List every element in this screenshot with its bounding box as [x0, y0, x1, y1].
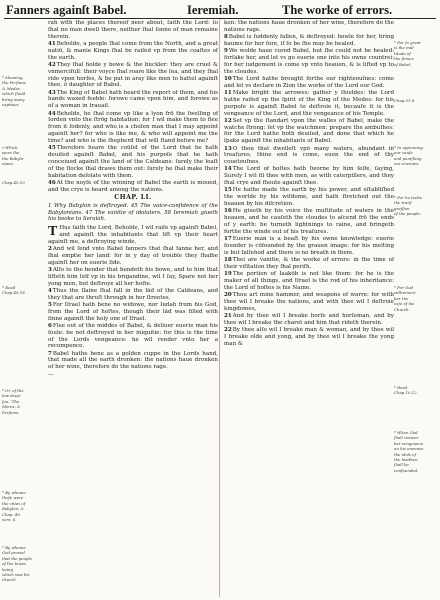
verse: [48, 180, 218, 194]
verse: [48, 267, 218, 288]
verse: [48, 41, 218, 62]
verse-number: 8: [224, 34, 228, 41]
verse-number: 44: [48, 110, 56, 117]
verse-text: rah with the places thereof neer about, ſaith the Lord: ſo ſhal no man dwell there, neither ſhal ſonne of man remaine therein.: [48, 20, 218, 40]
verse-text: Hus ſaith the Lord, Beholde, I wil raiſe vp againſt Babel, and againſt the inhabitants that lift vp their heart againſt me, a deſtroying winde,: [48, 225, 218, 245]
left-column: [48, 20, 218, 598]
verse: [224, 327, 394, 348]
verse-number: 14: [224, 166, 232, 173]
running-header: [4, 3, 436, 17]
verse-text: Make bright the arrowes: gather y ſhieldes: the Lord hathe raiſed vp the ſpirit of the King of the Medes: for his purpoſe is againſt Babel to deſtroie it, becauſe it is the vengeance of the Lord, and the vengeance of his Temple.: [224, 90, 394, 117]
margin-note: * In approuing our cauſe and puniſhing our enemies.: [394, 145, 423, 167]
verse: [224, 187, 394, 208]
margin-note: * For ſo great is the mul- titude of the ſinnes of Babel.: [394, 40, 421, 67]
verse-text: The King of Babel hath heard the report of them, and his hands waxed feeble: ſorowe came vpon him, and ſorowe as of a woman in trauail.: [48, 89, 218, 110]
left-margin-notes: [2, 20, 46, 598]
verse-text: Therefore heare the coūſel of the Lord that he hath deuiſed againſt Babel, and his purpoſe that he hath conceiued againſt the land of the Caldeans: ſurely the leaſt of the flocke ſhal drawe them out: ſurely he ſhal make their habitation deſolate with them.: [48, 145, 218, 179]
verse-number: 20: [224, 291, 232, 298]
verse-number: 5: [48, 301, 52, 308]
verse: [48, 323, 218, 350]
verse-text: Alſo to the bender that bendeth his bowe, and to him that lifteth him ſelf vp in his brigandine, wil I ſay, Spare not her yong men, but deſtroye all her hoſte.: [48, 266, 218, 287]
verse-number: 16: [224, 208, 232, 215]
verse: [48, 90, 218, 111]
verse-number: 2: [48, 245, 52, 252]
verse-text: By thee alſo wil I breake man & woman, and by thee wil I breake olde and yong, and by thee wil I breake the yong man &: [224, 326, 394, 347]
verse: [48, 372, 218, 379]
verse-number: 15: [224, 187, 232, 194]
verse-text: O thou that dwelleſt vpō many waters, abundant in treaſures, thine end is come, euen the end of thy couetouſnes.: [224, 145, 394, 166]
verse-text: Euerie man is a beaſt by his owne knowledge: euerie founder is cōfounded by the grauen image: for his melting is but falſehod and there is no breath in them.: [224, 236, 394, 256]
verse-number: 45: [48, 145, 56, 152]
margin-note: * By whome God proved that the people of the Iewes being which was his church.: [2, 545, 32, 583]
margin-note: * For he tooke the tranſ- greſſion of the people.: [394, 195, 423, 217]
margin-note: * Meaning, the Perſians & Medes which ſhuld bring many captiues: [2, 75, 26, 108]
verse: [224, 48, 394, 75]
margin-note: * When God ſhall remem- ber vengeance on his enemies the idols of the heathen ſhall be confounded.: [394, 430, 424, 473]
verse-text: They ſhal holde y bowe & the buckler: they are cruel & vnmercifull: their voyce ſhal roare like the ſea, and they ſhal ride vpon horſes, & be put in aray like men to battel againſt thee, ô daughter of Babel.: [48, 61, 218, 89]
verse-text: Babel hathe bene as a golden cuppe in the Lords hand, that made all the earth dronken: the nations haue dronken of her wine, therefore do the nations rage.: [48, 350, 218, 371]
verse-text: Beholde, a people ſhal come from the North, and a great natiō, & manie Kings ſhal be raiſed vp from the coaſtes of the earth.: [48, 40, 218, 61]
header-center: Ieremiah.: [187, 3, 239, 17]
verse-number: 43: [48, 89, 56, 96]
chapter-argument: 1 Why Babylon is deſtroyed. 45 The voice-conſidence of the Babylonians. 47 The vanitie of idolaters. 58 Ieremiah giueth his booke to Seraiah.: [48, 203, 218, 223]
margin-note: * Or, of the low deep- ſea. ‘The Meres, & Perſians.: [2, 388, 24, 415]
verse-number: 4: [48, 287, 52, 294]
verse: [48, 302, 218, 323]
verse: [224, 166, 394, 187]
verse: [48, 351, 218, 372]
verse: [224, 292, 394, 313]
verse-text: Thei are vanitie, & the worke of errors: in the time of their viſitation they ſhal periſh.: [224, 256, 394, 270]
verse-text: He hathe made the earth by his power, and eſtabliſhed the worlde by his wiſdome, and hath ſtretched out the heauen by his diſcretion.: [224, 187, 394, 208]
verse: [224, 90, 394, 117]
verse: [48, 111, 218, 145]
verse-number: 42: [48, 61, 56, 68]
verse: [224, 208, 394, 235]
margin-note: † Which were the the Babylo- nians.: [2, 145, 25, 167]
verse-number: 3: [48, 266, 52, 273]
verse-number: 22: [224, 326, 232, 333]
margin-note: Chap.51.8: [394, 98, 415, 103]
verse-text: At the noyſe of the winning of Babel the earth is moued, and the crye is heard among the nations.: [48, 179, 218, 193]
margin-note: * By whome thoſe were the cities of Babylon, & Chap. 49. vers. 6.: [2, 490, 26, 523]
verse-text: Babel is ſuddenly fallen, & deſtroyed: howle for her, bring baume for her ſore, if ſo be ſhe may be healed.: [224, 34, 394, 47]
margin-note: Chap.49.10: [2, 180, 25, 185]
chapter-heading: CHAP. LI.: [114, 194, 152, 202]
verse-number: 18: [224, 256, 232, 263]
header-left: Fanners againſt Babel.: [6, 3, 127, 17]
verse-text: ken: the nations haue dronken of her wine, therefore do the nations rage.: [224, 20, 394, 33]
verse-text: We wolde haue cured Babel, but ſhe could not be healed: forſake her, and let vs go euerie one into his owne countrei: for her iudgement is come vp vnto heauen, & is lifted vp to the cloudes.: [224, 48, 394, 75]
verse-text: And by thee wil I breake horſe and horſeman, and by thee wil I breake the charet and him that rideth therein.: [224, 312, 394, 326]
verse-text: Thus the ſlaine ſhal fall in the lād of the Caldeans, and they that are thruſt through in her ſtreetes.: [48, 287, 218, 301]
verse-number: 41: [48, 40, 56, 47]
verse-text: For Iſrael hath bene no widowe, nor Iudah from his God, from the Lord of hoſtes, though their lād was filled with ſinne againſt the holy one of Iſrael.: [48, 301, 218, 322]
right-margin-notes: [394, 20, 438, 598]
verse-number: 7: [48, 350, 52, 357]
verse: [224, 313, 394, 327]
verse-number: 17: [224, 236, 232, 243]
verse: [224, 34, 394, 48]
verse-number: 13: [224, 145, 232, 152]
verse-text: Flee out of the middes of Babel, & deliuer euerie man his ſoule: be not deſtroyed in her iniquitie: for this is the time of the Lords vengeance: he wil render vnto her a recompence.: [48, 322, 218, 350]
verse-text: He giueth by his voice the multitude of waters in the heauen, and he cauſeth the cloudes to aſcend frō the ends of y earth: he turneth lightnings to raine, and bringeth forthe the winde out of his treaſures.: [224, 208, 394, 235]
verse: [224, 271, 394, 292]
verse: [224, 236, 394, 257]
verse-text: The Lord of hoſtes hath ſworne by him ſelfe, ſaying, Surely I wil fil thee with men, as with caterpillers, and they ſhal crye and ſhoute againſt thee.: [224, 166, 394, 187]
verse-text: —: [48, 371, 54, 378]
verse-text: The Lord hathe brought forthe our righteouſnes: come and let vs declare in Zion the worke of the Lord our God.: [224, 75, 394, 89]
verse-text: Thou art mine hammer, and weapons of warre: for with thee wil I breake the nations, and with thee wil I deſtroie kingdomes,: [224, 291, 394, 312]
verse-number: 46: [48, 179, 56, 186]
margin-note: * Read Chap.49.18: [2, 285, 25, 296]
verse: [48, 288, 218, 302]
verse-number: 12: [224, 117, 232, 124]
verse-number: 21: [224, 312, 232, 319]
verse-number: 6: [48, 322, 52, 329]
right-column: [224, 20, 394, 598]
verse-text: Beholde, he ſhal come vp like a lyon frō the ſwelling of Iorden vnto the ſtrōg habitation: for I wil make them to flee from it ſodenly, and who is a choſen man that I may appoint againſt her? for who is like me, & who will appoint me the time? and who is the ſhepherd that will ſtand before me?: [48, 110, 218, 144]
verse: [48, 225, 218, 246]
verse: [48, 62, 218, 89]
verse-number: 9: [224, 48, 228, 55]
verse: [224, 20, 394, 34]
margin-note: * For God willremem- ber the caſe of his Church.: [394, 285, 417, 312]
verse-number: 19: [224, 271, 232, 278]
verse: [224, 257, 394, 271]
verse: [224, 76, 394, 90]
verse: [224, 118, 394, 145]
verse-text: Set vp the ſtandart vpon the walles of Babel, make the watche ſtrong: ſet vp the watchmen: prepare the ambuſhes: for the Lord hathe both deuiſed, and done that which he ſpake againſt the inhabitants of Babel.: [224, 117, 394, 145]
header-rule: [4, 18, 436, 19]
header-right: The worke of errors.: [282, 3, 393, 17]
drop-cap: T: [48, 224, 58, 240]
verse: [48, 246, 218, 267]
verse: [48, 20, 218, 41]
verse: [48, 145, 218, 179]
verse-number: 11: [224, 90, 232, 96]
margin-note: * Read Chap.10.12: [394, 385, 417, 396]
column-gutter: [219, 19, 220, 597]
verse-text: The portion of Iaakōb is not like them: for he is the maker of all things, and Iſrael is the rod of his inheritance: the Lord of hoſtes is his Name.: [224, 271, 394, 291]
verse: [224, 146, 394, 167]
verse-text: And wil ſend vnto Babel fanners that ſhal fanne her, and ſhal emptie her land: for in y day of trouble they ſhalbe againſt her on euerie ſide.: [48, 245, 218, 266]
verse-number: 10: [224, 75, 232, 82]
